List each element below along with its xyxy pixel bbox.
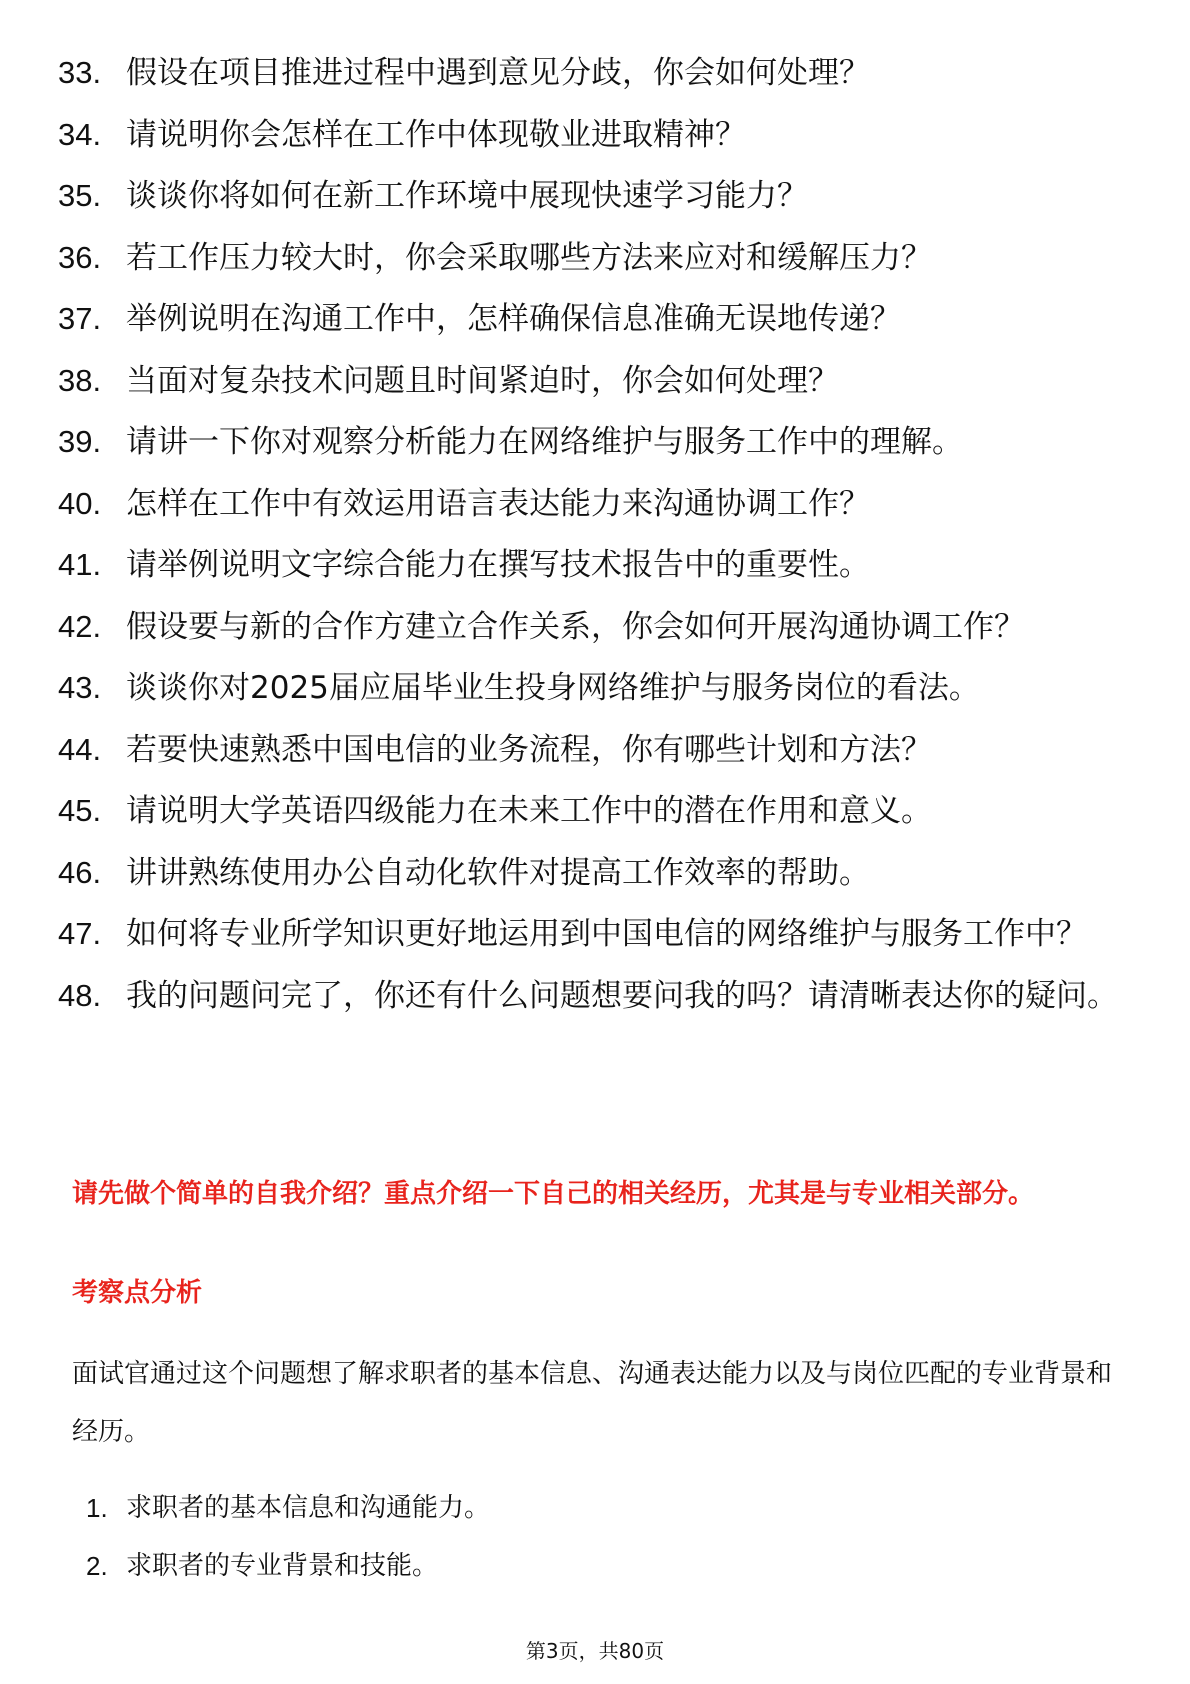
list-item (58, 729, 1118, 771)
list-item (58, 52, 1118, 94)
list-item (58, 975, 1118, 1017)
list-item (86, 1548, 490, 1584)
question-text: 若要快速熟悉中国电信的业务流程，你有哪些计划和方法？ (126, 731, 932, 768)
point-text: 求职者的基本信息和沟通能力。 (126, 1493, 491, 1523)
question-text: 怎样在工作中有效运用语言表达能力来沟通协调工作？ (126, 485, 870, 522)
question-number: 37. (58, 301, 102, 336)
list-item (58, 175, 1118, 217)
list-item (58, 237, 1118, 279)
question-text: 如何将专业所学知识更好地运用到中国电信的网络维护与服务工作中？ (126, 916, 1087, 952)
question-number: 36. (58, 239, 102, 275)
analysis-paragraph: 面试官通过这个问题想了解求职者的基本信息、沟通表达能力以及与岗位匹配的专业背景和经历。 (72, 1359, 1113, 1447)
question-text: 假设要与新的合作方建立合作关系，你会如何开展沟通协调工作？ (126, 608, 1025, 645)
question-number: 43. (58, 670, 102, 705)
question-text: 谈谈你对2025届应届毕业生投身网络维护与服务岗位的看法。 (126, 670, 980, 706)
list-item (58, 790, 1118, 832)
page-footer: 第3页，共80页 (525, 1639, 665, 1663)
analysis-points-list (86, 1490, 490, 1606)
question-number: 44. (58, 731, 102, 767)
question-number: 34. (58, 116, 102, 152)
question-number: 47. (58, 916, 102, 951)
question-number: 42. (58, 608, 102, 644)
question-number: 48. (58, 977, 102, 1013)
list-item (58, 298, 1118, 340)
list-item (58, 421, 1118, 463)
point-number: 1. (86, 1493, 108, 1523)
question-text: 请说明你会怎样在工作中体现敬业进取精神？ (126, 116, 746, 153)
question-text: 谈谈你将如何在新工作环境中展现快速学习能力？ (126, 178, 808, 214)
question-number: 38. (58, 362, 102, 398)
question-text: 若工作压力较大时，你会采取哪些方法来应对和缓解压力？ (126, 239, 932, 276)
question-number: 45. (58, 793, 102, 828)
list-item (58, 852, 1118, 894)
question-text: 当面对复杂技术问题且时间紧迫时，你会如何处理？ (126, 362, 839, 399)
list-item (58, 667, 1118, 709)
question-number: 39. (58, 424, 102, 459)
question-text: 假设在项目推进过程中遇到意见分歧，你会如何处理？ (126, 55, 870, 91)
question-text: 我的问题问完了，你还有什么问题想要问我的吗？请清晰表达你的疑问。 (126, 977, 1118, 1014)
question-text: 请讲一下你对观察分析能力在网络维护与服务工作中的理解。 (126, 424, 963, 460)
question-text: 讲讲熟练使用办公自动化软件对提高工作效率的帮助。 (126, 854, 870, 891)
question-number: 41. (58, 547, 102, 582)
list-item (58, 606, 1118, 648)
section-question-heading: 请先做个简单的自我介绍？重点介绍一下自己的相关经历，尤其是与专业相关部分。 (72, 1179, 1035, 1209)
analysis-heading: 考察点分析 (72, 1278, 203, 1308)
question-number: 33. (58, 55, 102, 90)
question-text: 举例说明在沟通工作中，怎样确保信息准确无误地传递？ (126, 301, 901, 337)
list-item (86, 1490, 490, 1526)
question-number: 46. (58, 854, 102, 890)
list-item (58, 913, 1118, 955)
point-text: 求职者的专业背景和技能。 (126, 1551, 439, 1581)
question-text: 请举例说明文字综合能力在撰写技术报告中的重要性。 (126, 547, 870, 583)
list-item (58, 544, 1118, 586)
question-number: 40. (58, 485, 102, 521)
list-item (58, 360, 1118, 402)
point-number: 2. (86, 1551, 108, 1581)
list-item (58, 483, 1118, 525)
list-item (58, 114, 1118, 156)
question-text: 请说明大学英语四级能力在未来工作中的潜在作用和意义。 (126, 793, 932, 829)
question-list (58, 52, 1118, 1036)
question-number: 35. (58, 178, 102, 213)
